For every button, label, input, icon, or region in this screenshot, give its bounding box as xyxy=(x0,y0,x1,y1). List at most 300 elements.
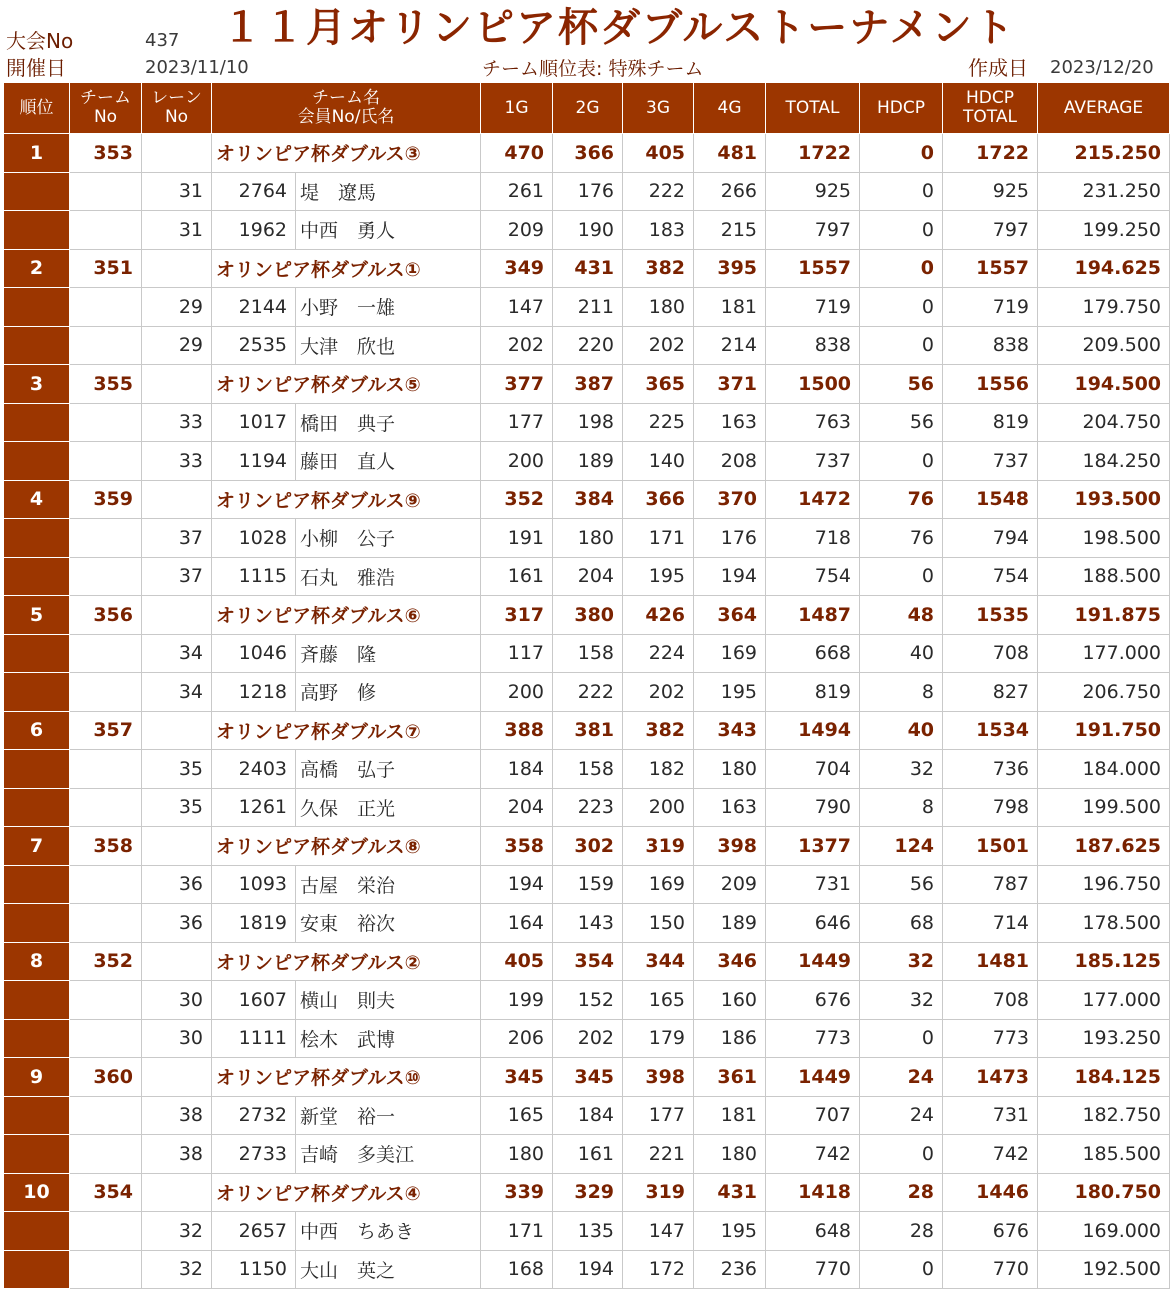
rank-cell xyxy=(4,211,70,250)
g1-cell: 204 xyxy=(481,788,553,827)
team-no-cell xyxy=(70,172,142,211)
hdcp-total-cell: 742 xyxy=(943,1135,1038,1174)
team-no-cell xyxy=(70,750,142,789)
rank-cell: 8 xyxy=(4,942,70,981)
report-title: １１月オリンピア杯ダブルストーナメント xyxy=(222,5,1016,51)
average-cell: 179.750 xyxy=(1038,288,1170,327)
member-no-cell: 1017 xyxy=(212,403,296,442)
member-name-cell: 中西 勇人 xyxy=(296,211,481,250)
team-name-cell: オリンピア杯ダブルス④ xyxy=(212,1173,481,1212)
g3-cell: 171 xyxy=(623,519,694,558)
g4-cell: 180 xyxy=(694,1135,766,1174)
member-no-cell: 1607 xyxy=(212,981,296,1020)
total-cell: 668 xyxy=(766,634,860,673)
hdcp-total-cell: 676 xyxy=(943,1212,1038,1251)
total-cell: 1449 xyxy=(766,1058,860,1097)
g1-cell: 200 xyxy=(481,673,553,712)
member-row xyxy=(4,288,1170,327)
g4-cell: 431 xyxy=(694,1173,766,1212)
lane-cell: 31 xyxy=(142,211,212,250)
team-no-cell: 352 xyxy=(70,942,142,981)
hdcp-cell: 76 xyxy=(860,480,943,519)
member-no-cell: 2657 xyxy=(212,1212,296,1251)
team-no-cell xyxy=(70,1250,142,1289)
g3-cell: 365 xyxy=(623,365,694,404)
member-name-cell: 斉藤 隆 xyxy=(296,634,481,673)
col-1g: 1G xyxy=(481,83,553,134)
team-row xyxy=(4,711,1170,750)
g2-cell: 161 xyxy=(553,1135,623,1174)
lane-cell: 35 xyxy=(142,750,212,789)
average-cell: 184.000 xyxy=(1038,750,1170,789)
g2-cell: 176 xyxy=(553,172,623,211)
rank-cell xyxy=(4,1250,70,1289)
hdcp-cell: 76 xyxy=(860,519,943,558)
member-no-cell: 1261 xyxy=(212,788,296,827)
g1-cell: 405 xyxy=(481,942,553,981)
g4-cell: 346 xyxy=(694,942,766,981)
g3-cell: 405 xyxy=(623,134,694,173)
team-no-cell xyxy=(70,865,142,904)
g1-cell: 199 xyxy=(481,981,553,1020)
g4-cell: 189 xyxy=(694,904,766,943)
total-cell: 1500 xyxy=(766,365,860,404)
g4-cell: 163 xyxy=(694,788,766,827)
hdcp-cell: 0 xyxy=(860,442,943,481)
total-cell: 1494 xyxy=(766,711,860,750)
team-row xyxy=(4,827,1170,866)
lane-cell: 33 xyxy=(142,403,212,442)
g3-cell: 200 xyxy=(623,788,694,827)
g3-cell: 169 xyxy=(623,865,694,904)
average-cell: 194.625 xyxy=(1038,249,1170,288)
lane-cell xyxy=(142,1058,212,1097)
g4-cell: 195 xyxy=(694,673,766,712)
team-no-cell xyxy=(70,1019,142,1058)
rank-cell xyxy=(4,1096,70,1135)
g4-cell: 181 xyxy=(694,288,766,327)
g3-cell: 202 xyxy=(623,326,694,365)
created-label: 作成日 xyxy=(968,56,1028,80)
hdcp-total-cell: 1481 xyxy=(943,942,1038,981)
rank-cell xyxy=(4,1212,70,1251)
g3-cell: 183 xyxy=(623,211,694,250)
lane-cell: 30 xyxy=(142,981,212,1020)
member-row xyxy=(4,904,1170,943)
hdcp-cell: 8 xyxy=(860,673,943,712)
total-cell: 1472 xyxy=(766,480,860,519)
g2-cell: 211 xyxy=(553,288,623,327)
team-no-cell: 359 xyxy=(70,480,142,519)
table-body xyxy=(4,134,1170,1289)
team-no-cell xyxy=(70,403,142,442)
g1-cell: 349 xyxy=(481,249,553,288)
g3-cell: 344 xyxy=(623,942,694,981)
average-cell: 191.875 xyxy=(1038,596,1170,635)
rank-cell: 1 xyxy=(4,134,70,173)
rank-cell: 9 xyxy=(4,1058,70,1097)
average-cell: 185.125 xyxy=(1038,942,1170,981)
hdcp-cell: 68 xyxy=(860,904,943,943)
team-name-cell: オリンピア杯ダブルス⑥ xyxy=(212,596,481,635)
hdcp-cell: 0 xyxy=(860,557,943,596)
lane-cell: 32 xyxy=(142,1212,212,1251)
total-cell: 797 xyxy=(766,211,860,250)
total-cell: 648 xyxy=(766,1212,860,1251)
lane-cell: 37 xyxy=(142,519,212,558)
g4-cell: 395 xyxy=(694,249,766,288)
average-cell: 169.000 xyxy=(1038,1212,1170,1251)
lane-cell: 36 xyxy=(142,865,212,904)
hdcp-total-cell: 708 xyxy=(943,981,1038,1020)
report-header xyxy=(0,0,1172,82)
hdcp-cell: 56 xyxy=(860,865,943,904)
member-row xyxy=(4,557,1170,596)
g4-cell: 181 xyxy=(694,1096,766,1135)
rank-cell xyxy=(4,442,70,481)
rank-cell xyxy=(4,904,70,943)
g4-cell: 194 xyxy=(694,557,766,596)
total-cell: 646 xyxy=(766,904,860,943)
hdcp-total-cell: 1501 xyxy=(943,827,1038,866)
member-no-cell: 1115 xyxy=(212,557,296,596)
total-cell: 790 xyxy=(766,788,860,827)
g1-cell: 194 xyxy=(481,865,553,904)
total-cell: 707 xyxy=(766,1096,860,1135)
total-cell: 1557 xyxy=(766,249,860,288)
average-cell: 177.000 xyxy=(1038,981,1170,1020)
member-row xyxy=(4,442,1170,481)
g2-cell: 159 xyxy=(553,865,623,904)
team-name-cell: オリンピア杯ダブルス② xyxy=(212,942,481,981)
member-no-cell: 1819 xyxy=(212,904,296,943)
g4-cell: 160 xyxy=(694,981,766,1020)
team-no-cell: 358 xyxy=(70,827,142,866)
hdcp-total-cell: 794 xyxy=(943,519,1038,558)
rank-cell xyxy=(4,981,70,1020)
g2-cell: 158 xyxy=(553,634,623,673)
member-name-cell: 橋田 典子 xyxy=(296,403,481,442)
total-cell: 1418 xyxy=(766,1173,860,1212)
g2-cell: 345 xyxy=(553,1058,623,1097)
team-row xyxy=(4,1173,1170,1212)
g3-cell: 179 xyxy=(623,1019,694,1058)
hdcp-total-cell: 925 xyxy=(943,172,1038,211)
average-cell: 209.500 xyxy=(1038,326,1170,365)
g4-cell: 361 xyxy=(694,1058,766,1097)
hdcp-total-cell: 827 xyxy=(943,673,1038,712)
rank-cell xyxy=(4,519,70,558)
rank-cell xyxy=(4,634,70,673)
g4-cell: 180 xyxy=(694,750,766,789)
member-no-cell: 2733 xyxy=(212,1135,296,1174)
col-hdcp-total: HDCP TOTAL xyxy=(943,83,1038,134)
g3-cell: 225 xyxy=(623,403,694,442)
g3-cell: 195 xyxy=(623,557,694,596)
average-cell: 187.625 xyxy=(1038,827,1170,866)
member-name-cell: 横山 則夫 xyxy=(296,981,481,1020)
hdcp-total-cell: 770 xyxy=(943,1250,1038,1289)
created-date: 2023/12/20 xyxy=(1050,57,1154,78)
g4-cell: 236 xyxy=(694,1250,766,1289)
rank-cell xyxy=(4,1135,70,1174)
total-cell: 763 xyxy=(766,403,860,442)
lane-cell: 34 xyxy=(142,673,212,712)
total-cell: 1487 xyxy=(766,596,860,635)
hdcp-cell: 0 xyxy=(860,326,943,365)
g2-cell: 152 xyxy=(553,981,623,1020)
member-name-cell: 高野 修 xyxy=(296,673,481,712)
team-no-cell xyxy=(70,442,142,481)
member-row xyxy=(4,1096,1170,1135)
g1-cell: 168 xyxy=(481,1250,553,1289)
average-cell: 180.750 xyxy=(1038,1173,1170,1212)
average-cell: 177.000 xyxy=(1038,634,1170,673)
hdcp-cell: 0 xyxy=(860,134,943,173)
rank-cell: 4 xyxy=(4,480,70,519)
total-cell: 676 xyxy=(766,981,860,1020)
col-hdcp: HDCP xyxy=(860,83,943,134)
member-no-cell: 1111 xyxy=(212,1019,296,1058)
member-name-cell: 古屋 栄治 xyxy=(296,865,481,904)
lane-cell xyxy=(142,596,212,635)
team-name-cell: オリンピア杯ダブルス⑧ xyxy=(212,827,481,866)
g4-cell: 163 xyxy=(694,403,766,442)
rank-cell xyxy=(4,865,70,904)
total-cell: 838 xyxy=(766,326,860,365)
g2-cell: 302 xyxy=(553,827,623,866)
col-total: TOTAL xyxy=(766,83,860,134)
g3-cell: 224 xyxy=(623,634,694,673)
hdcp-cell: 28 xyxy=(860,1173,943,1212)
member-no-cell: 1046 xyxy=(212,634,296,673)
team-name-cell: オリンピア杯ダブルス① xyxy=(212,249,481,288)
total-cell: 704 xyxy=(766,750,860,789)
member-name-cell: 藤田 直人 xyxy=(296,442,481,481)
g3-cell: 426 xyxy=(623,596,694,635)
lane-cell xyxy=(142,480,212,519)
g3-cell: 165 xyxy=(623,981,694,1020)
g2-cell: 223 xyxy=(553,788,623,827)
g2-cell: 387 xyxy=(553,365,623,404)
hdcp-cell: 0 xyxy=(860,172,943,211)
g1-cell: 161 xyxy=(481,557,553,596)
g2-cell: 158 xyxy=(553,750,623,789)
rank-cell: 7 xyxy=(4,827,70,866)
rank-cell: 3 xyxy=(4,365,70,404)
hdcp-cell: 56 xyxy=(860,403,943,442)
hdcp-total-cell: 1473 xyxy=(943,1058,1038,1097)
col-rank: 順位 xyxy=(4,83,70,134)
g4-cell: 371 xyxy=(694,365,766,404)
g3-cell: 202 xyxy=(623,673,694,712)
team-no-cell xyxy=(70,981,142,1020)
g1-cell: 180 xyxy=(481,1135,553,1174)
g2-cell: 143 xyxy=(553,904,623,943)
g2-cell: 184 xyxy=(553,1096,623,1135)
member-row xyxy=(4,865,1170,904)
g3-cell: 150 xyxy=(623,904,694,943)
total-cell: 1722 xyxy=(766,134,860,173)
member-name-cell: 大津 欣也 xyxy=(296,326,481,365)
g1-cell: 352 xyxy=(481,480,553,519)
g4-cell: 195 xyxy=(694,1212,766,1251)
hdcp-total-cell: 819 xyxy=(943,403,1038,442)
lane-cell: 38 xyxy=(142,1135,212,1174)
rank-cell xyxy=(4,673,70,712)
lane-cell: 35 xyxy=(142,788,212,827)
total-cell: 718 xyxy=(766,519,860,558)
team-no-cell: 355 xyxy=(70,365,142,404)
g2-cell: 198 xyxy=(553,403,623,442)
hdcp-cell: 0 xyxy=(860,211,943,250)
g2-cell: 381 xyxy=(553,711,623,750)
average-cell: 204.750 xyxy=(1038,403,1170,442)
hdcp-total-cell: 1548 xyxy=(943,480,1038,519)
tournament-no: 437 xyxy=(145,30,180,51)
team-row xyxy=(4,365,1170,404)
g3-cell: 398 xyxy=(623,1058,694,1097)
g1-cell: 377 xyxy=(481,365,553,404)
rank-cell xyxy=(4,1019,70,1058)
date-label: 開催日 xyxy=(6,56,66,80)
g2-cell: 222 xyxy=(553,673,623,712)
member-row xyxy=(4,1135,1170,1174)
hdcp-cell: 0 xyxy=(860,288,943,327)
g4-cell: 481 xyxy=(694,134,766,173)
member-no-cell: 2144 xyxy=(212,288,296,327)
member-no-cell: 2403 xyxy=(212,750,296,789)
lane-cell: 38 xyxy=(142,1096,212,1135)
member-row xyxy=(4,673,1170,712)
hdcp-total-cell: 797 xyxy=(943,211,1038,250)
g2-cell: 189 xyxy=(553,442,623,481)
g3-cell: 221 xyxy=(623,1135,694,1174)
g4-cell: 364 xyxy=(694,596,766,635)
total-cell: 925 xyxy=(766,172,860,211)
member-name-cell: 石丸 雅浩 xyxy=(296,557,481,596)
member-row xyxy=(4,788,1170,827)
team-row xyxy=(4,942,1170,981)
hdcp-total-cell: 737 xyxy=(943,442,1038,481)
member-no-cell: 1150 xyxy=(212,1250,296,1289)
average-cell: 193.250 xyxy=(1038,1019,1170,1058)
hdcp-total-cell: 1557 xyxy=(943,249,1038,288)
hdcp-total-cell: 787 xyxy=(943,865,1038,904)
hdcp-cell: 40 xyxy=(860,634,943,673)
member-row xyxy=(4,981,1170,1020)
g1-cell: 164 xyxy=(481,904,553,943)
lane-cell xyxy=(142,942,212,981)
g3-cell: 319 xyxy=(623,1173,694,1212)
average-cell: 206.750 xyxy=(1038,673,1170,712)
col-average: AVERAGE xyxy=(1038,83,1170,134)
hdcp-cell: 40 xyxy=(860,711,943,750)
team-no-cell xyxy=(70,211,142,250)
g1-cell: 388 xyxy=(481,711,553,750)
g1-cell: 191 xyxy=(481,519,553,558)
member-name-cell: 桧木 武博 xyxy=(296,1019,481,1058)
g3-cell: 366 xyxy=(623,480,694,519)
average-cell: 184.250 xyxy=(1038,442,1170,481)
lane-cell: 33 xyxy=(142,442,212,481)
hdcp-total-cell: 714 xyxy=(943,904,1038,943)
lane-cell xyxy=(142,249,212,288)
member-name-cell: 小野 一雄 xyxy=(296,288,481,327)
average-cell: 193.500 xyxy=(1038,480,1170,519)
lane-cell xyxy=(142,134,212,173)
hdcp-cell: 124 xyxy=(860,827,943,866)
lane-cell: 31 xyxy=(142,172,212,211)
total-cell: 754 xyxy=(766,557,860,596)
member-row xyxy=(4,634,1170,673)
lane-cell: 36 xyxy=(142,904,212,943)
team-no-cell: 356 xyxy=(70,596,142,635)
total-cell: 1449 xyxy=(766,942,860,981)
g4-cell: 215 xyxy=(694,211,766,250)
hdcp-cell: 32 xyxy=(860,942,943,981)
team-no-cell xyxy=(70,326,142,365)
average-cell: 185.500 xyxy=(1038,1135,1170,1174)
member-row xyxy=(4,172,1170,211)
hdcp-total-cell: 754 xyxy=(943,557,1038,596)
rank-cell xyxy=(4,288,70,327)
team-name-cell: オリンピア杯ダブルス⑨ xyxy=(212,480,481,519)
g2-cell: 190 xyxy=(553,211,623,250)
member-no-cell: 1093 xyxy=(212,865,296,904)
average-cell: 198.500 xyxy=(1038,519,1170,558)
total-cell: 773 xyxy=(766,1019,860,1058)
g2-cell: 366 xyxy=(553,134,623,173)
g1-cell: 147 xyxy=(481,288,553,327)
g2-cell: 204 xyxy=(553,557,623,596)
hdcp-total-cell: 1446 xyxy=(943,1173,1038,1212)
g1-cell: 184 xyxy=(481,750,553,789)
member-row xyxy=(4,519,1170,558)
hdcp-total-cell: 731 xyxy=(943,1096,1038,1135)
g3-cell: 180 xyxy=(623,288,694,327)
g2-cell: 329 xyxy=(553,1173,623,1212)
average-cell: 178.500 xyxy=(1038,904,1170,943)
member-no-cell: 1962 xyxy=(212,211,296,250)
hdcp-total-cell: 1556 xyxy=(943,365,1038,404)
col-2g: 2G xyxy=(553,83,623,134)
team-no-cell: 357 xyxy=(70,711,142,750)
g3-cell: 382 xyxy=(623,249,694,288)
hdcp-cell: 0 xyxy=(860,1250,943,1289)
team-no-cell xyxy=(70,1096,142,1135)
team-no-cell: 354 xyxy=(70,1173,142,1212)
total-cell: 737 xyxy=(766,442,860,481)
hdcp-total-cell: 1535 xyxy=(943,596,1038,635)
lane-cell: 29 xyxy=(142,288,212,327)
g4-cell: 343 xyxy=(694,711,766,750)
g4-cell: 208 xyxy=(694,442,766,481)
team-no-cell: 353 xyxy=(70,134,142,173)
g1-cell: 117 xyxy=(481,634,553,673)
rank-cell xyxy=(4,750,70,789)
team-no-cell: 351 xyxy=(70,249,142,288)
col-lane-no: レーン No xyxy=(142,83,212,134)
hdcp-cell: 0 xyxy=(860,1135,943,1174)
member-name-cell: 小柳 公子 xyxy=(296,519,481,558)
member-row xyxy=(4,750,1170,789)
hdcp-cell: 8 xyxy=(860,788,943,827)
hdcp-cell: 24 xyxy=(860,1096,943,1135)
g1-cell: 345 xyxy=(481,1058,553,1097)
g3-cell: 172 xyxy=(623,1250,694,1289)
total-cell: 719 xyxy=(766,288,860,327)
